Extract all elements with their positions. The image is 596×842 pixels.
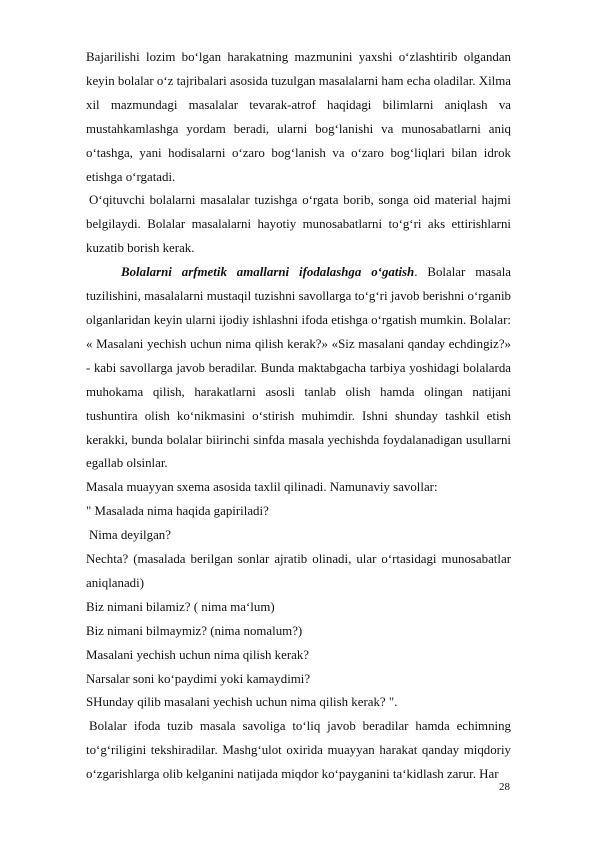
question-2: Nima deyilgan? [89,528,171,543]
paragraph-3-heading: Bolalarni arfmetik amallarni ifodalashga o‘gatish [121,265,415,280]
question-4: Biz nimani bilamiz? ( nima ma‘lum) [86,599,275,614]
paragraph-2: O‘qituvchi bolalarni masalalar tuzishga o‘rgata borib, songa oid material hajmi belgilaydi. Bolalar masalalarni hayotiy munosabatlarni to‘g‘ri aks ettirishlarni kuzatib borish kerak. [86,193,511,256]
page-number: 28 [499,781,510,793]
question-7: Narsalar soni ko‘paydimi yoki kamaydimi? [86,671,311,686]
question-3: Nechta? (masalada berilgan sonlar ajratib olinadi, ular o‘rtasidagi munosabatlar aniqlanadi) [86,552,511,590]
question-6: Masalani yechish uchun nima qilish kerak? [86,647,310,662]
paragraph-5: Bolalar ifoda tuzib masala savoliga to‘liq javob beradilar hamda echimning to‘g‘riligini tekshiradilar. Mashg‘ulot oxirida muayyan harakat qanday miqdoriy o‘zgarishlarga olib kelganini natijada miqdor ko‘payganini ta‘kidlash zarur. Har [86,719,511,782]
paragraph-4: Masala muayyan sxema asosida taxlil qilinadi. Namunaviy savollar: [86,480,438,495]
paragraph-1: Bajarilishi lozim bo‘lgan harakatning mazmunini yaxshi o‘zlashtirib olgandan keyin bolalar o‘z tajribalari asosida tuzulgan masalalarni ham echa oladilar. Xilma xil mazmundagi masalalar tevarak-atrof haqidagi bilimlarni aniqlash va mustahkamlashga yordam beradi, ularni bog‘lanishi va munosabatlarni aniq o‘tashga, yani hodisalarni o‘zaro bog‘lanish va o‘zaro bog‘liqlari bilan idrok etishga o‘rgatadi. [86,50,511,184]
paragraph-3-body: . Bolalar masala tuzilishini, masalalarni mustaqil tuzishni savollarga to‘g‘ri javob berishni o‘rganib olganlaridan keyin ularni ijodiy ishlashni ifoda etishga o‘rgatish mumkin. Bolalar: « Masalani yechish uchun nima qilish kerak?» «Siz masalani qanday echdingiz?» - kabi savollarga javob beradilar. Bunda maktabgacha tarbiya yoshidagi bolalarda muhokama qilish, harakatlarni asosli tanlab olish hamda olingan natijani tushuntira olish ko‘nikmasini o‘stirish muhimdir. Ishni shunday tashkil etish kerakki, bunda bolalar biirinchi sinfda masala yechishda foydalanadigan usullarni egallab olsinlar. [86,265,511,471]
page-content [86,46,511,787]
question-8: SHunday qilib masalani yechish uchun nima qilish kerak? ". [86,695,398,710]
question-1: " Masalada nima haqida gapiriladi? [86,504,269,519]
paragraph-3 [86,261,511,476]
question-5: Biz nimani bilmaymiz? (nima nomalum?) [86,623,303,638]
